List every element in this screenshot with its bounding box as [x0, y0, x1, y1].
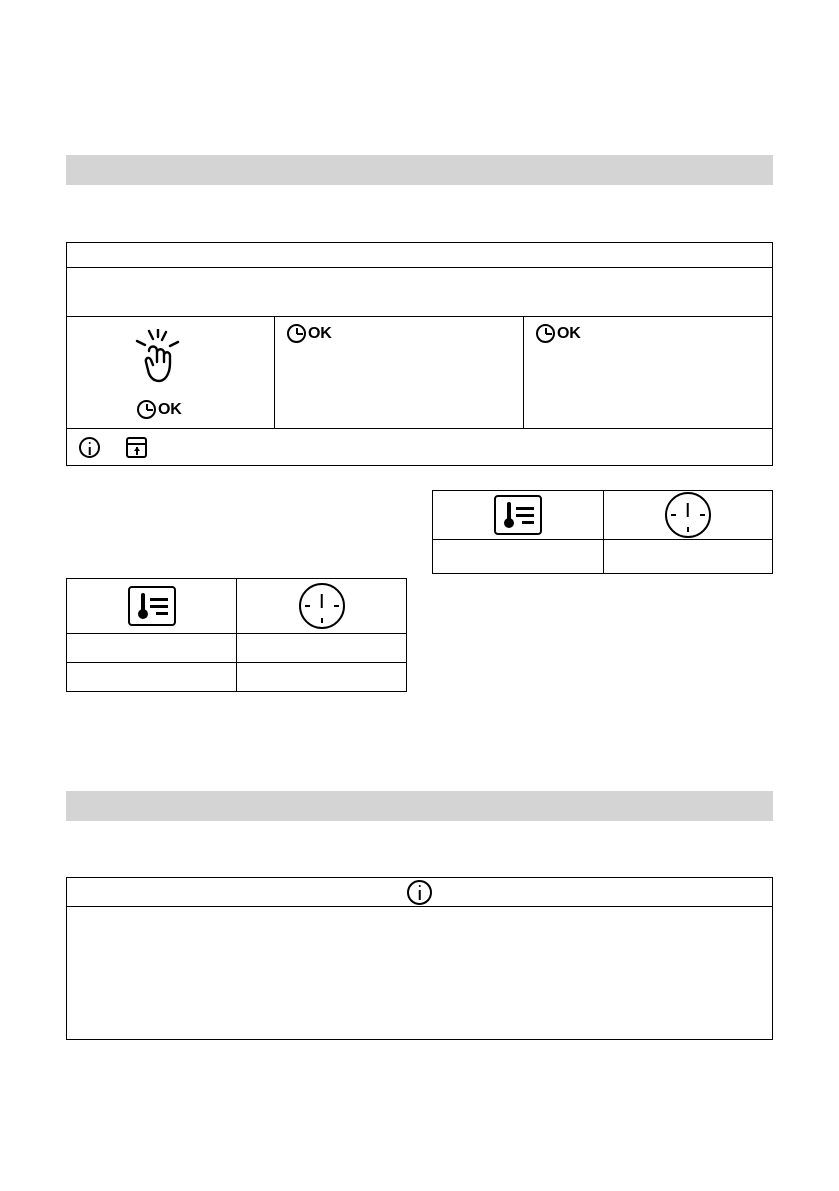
table-row: [67, 267, 772, 316]
table-row: [67, 243, 772, 267]
clock-header-cell-left: [236, 579, 406, 633]
temp-value-cell-right: [433, 540, 603, 573]
temperature-time-table-right: [432, 490, 773, 574]
step-cell-3: [523, 317, 771, 428]
temperature-probe-icon: [128, 586, 176, 626]
main-table-header-cell: [67, 243, 772, 267]
clock-icon: [137, 400, 156, 419]
table-row: [67, 316, 772, 428]
ok-label-3: OK: [557, 324, 581, 342]
table-row: [67, 662, 406, 691]
clock-icon: [299, 583, 345, 629]
table-row: [67, 878, 772, 906]
clock-icon: [536, 324, 555, 343]
clock-icon: [665, 492, 711, 538]
table-row: [433, 491, 772, 539]
table-row: [67, 633, 406, 662]
temperature-time-table-left: [66, 578, 407, 692]
temp-probe-header-cell-right: [433, 491, 603, 539]
temp-value-cell-left-2: [67, 663, 236, 691]
clock-header-cell-right: [603, 491, 773, 539]
main-table-intro-cell: [67, 268, 772, 316]
ok-label-2: OK: [308, 324, 332, 342]
time-value-cell-left-1: [236, 634, 406, 662]
info-header-cell: [407, 878, 432, 906]
table-row: [67, 428, 772, 465]
temp-probe-header-cell-left: [67, 579, 236, 633]
clock-ok-icon-2: [287, 324, 332, 348]
oven-tray-icon: [126, 437, 147, 458]
section-heading-band-2: [66, 791, 773, 821]
ok-label-1: OK: [158, 400, 182, 418]
section-heading-band-1: [66, 155, 773, 185]
info-icon: [79, 437, 100, 458]
main-table-note-cell: [67, 429, 772, 465]
main-instruction-table: [66, 242, 773, 466]
clock-icon: [287, 324, 306, 343]
temperature-probe-icon: [494, 495, 542, 535]
step-cell-2: [274, 317, 523, 428]
table-row: [67, 579, 406, 633]
clock-ok-icon-3: [536, 324, 581, 348]
table-row: [433, 539, 772, 573]
time-value-cell-right: [603, 540, 773, 573]
temp-value-cell-left-1: [67, 634, 236, 662]
time-value-cell-left-2: [236, 663, 406, 691]
info-note-table: [66, 877, 773, 1040]
step-cell-1: [67, 317, 274, 428]
info-icon: [407, 880, 432, 905]
table-row: [67, 906, 772, 1039]
clock-ok-icon-1: [137, 400, 182, 424]
hand-press-icon: [129, 329, 187, 385]
